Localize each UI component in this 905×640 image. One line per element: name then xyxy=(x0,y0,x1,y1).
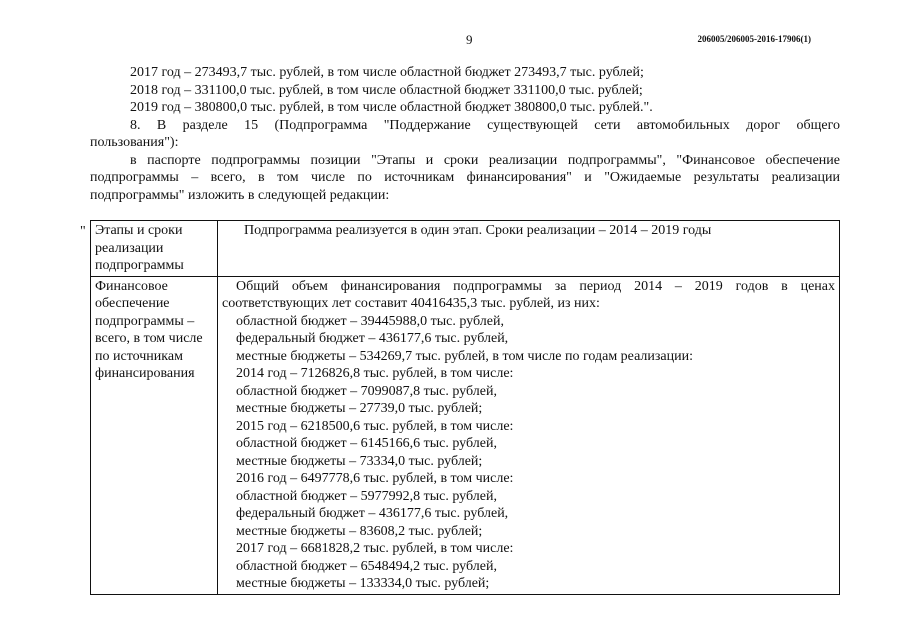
table-row xyxy=(91,276,840,594)
financing-line: областной бюджет – 6548494,2 тыс. рублей, xyxy=(236,558,497,574)
table-row xyxy=(91,221,840,277)
financing-line: федеральный бюджет – 436177,6 тыс. рублей, xyxy=(236,331,509,346)
label-line: подпрограммы – xyxy=(95,313,195,329)
intro-line: 2017 год – 273493,7 тыс. рублей, в том числе областной бюджет 273493,7 тыс. рублей; xyxy=(130,65,644,80)
financing-line: 2016 год – 6497778,6 тыс. рублей, в том числе: xyxy=(236,471,514,486)
label-line: по источникам xyxy=(95,348,183,364)
financing-lead-line1: Общий объем финансирования подпрограммы за период 2014 – 2019 годов в ценах xyxy=(236,278,835,294)
passport-table xyxy=(90,220,840,595)
label-line: финансирования xyxy=(95,366,195,381)
opening-quote-mark: " xyxy=(80,224,86,239)
passport-paragraph-line2: подпрограммы – всего, в том числе по источникам финансирования" и "Ожидаемые результаты реализации xyxy=(90,170,840,185)
label-line: Этапы и сроки xyxy=(95,223,183,238)
financing-line: 2014 год – 7126826,8 тыс. рублей, в том числе: xyxy=(236,366,514,381)
financing-line: местные бюджеты – 27739,0 тыс. рублей; xyxy=(236,401,483,416)
financing-line: областной бюджет – 39445988,0 тыс. рублей, xyxy=(236,313,504,329)
passport-paragraph-line3: подпрограммы" изложить в следующей редакции: xyxy=(90,187,390,203)
intro-line: 2019 год – 380800,0 тыс. рублей, в том числе областной бюджет 380800,0 тыс. рублей.". xyxy=(130,100,653,115)
label-line: реализации xyxy=(95,240,164,256)
financing-line: федеральный бюджет – 436177,6 тыс. рублей, xyxy=(236,506,509,521)
financing-line: местные бюджеты – 133334,0 тыс. рублей; xyxy=(236,576,490,591)
intro-line: 2018 год – 331100,0 тыс. рублей, в том числе областной бюджет 331100,0 тыс. рублей; xyxy=(130,82,643,98)
financing-line: местные бюджеты – 534269,7 тыс. рублей, в том числе по годам реализации: xyxy=(236,348,693,364)
label-line: Финансовое xyxy=(95,278,168,294)
row-label-stages xyxy=(91,221,218,277)
label-line: всего, в том числе xyxy=(95,331,203,346)
passport-paragraph-line1: в паспорте подпрограммы позиции "Этапы и сроки реализации подпрограммы", "Финансовое обеспечение xyxy=(130,152,840,168)
paragraph-8-line1: 8. В разделе 15 (Подпрограмма "Поддержание существующей сети автомобильных дорог общего xyxy=(130,117,840,133)
paragraph-8-line2: пользования"): xyxy=(90,135,179,150)
financing-line: областной бюджет – 7099087,8 тыс. рублей, xyxy=(236,383,497,399)
financing-lead-line2: соответствующих лет составит 40416435,3 тыс. рублей, из них: xyxy=(222,296,600,311)
row-label-financing xyxy=(91,276,218,594)
financing-line: 2015 год – 6218500,6 тыс. рублей, в том числе: xyxy=(236,418,514,434)
label-line: подпрограммы xyxy=(95,258,184,273)
financing-line: областной бюджет – 6145166,6 тыс. рублей, xyxy=(236,436,497,451)
financing-line: областной бюджет – 5977992,8 тыс. рублей, xyxy=(236,488,497,504)
document-body xyxy=(90,64,840,204)
financing-line: местные бюджеты – 73334,0 тыс. рублей; xyxy=(236,453,483,469)
row-value-financing xyxy=(218,276,840,594)
document-id: 206005/206005-2016-17906(1) xyxy=(697,34,811,44)
financing-line: 2017 год – 6681828,2 тыс. рублей, в том числе: xyxy=(236,541,514,556)
financing-line: местные бюджеты – 83608,2 тыс. рублей; xyxy=(236,523,483,539)
page-number: 9 xyxy=(466,32,473,47)
row-value-stages xyxy=(218,221,840,277)
stages-text: Подпрограмма реализуется в один этап. Сроки реализации – 2014 – 2019 годы xyxy=(244,223,712,238)
label-line: обеспечение xyxy=(95,296,170,311)
